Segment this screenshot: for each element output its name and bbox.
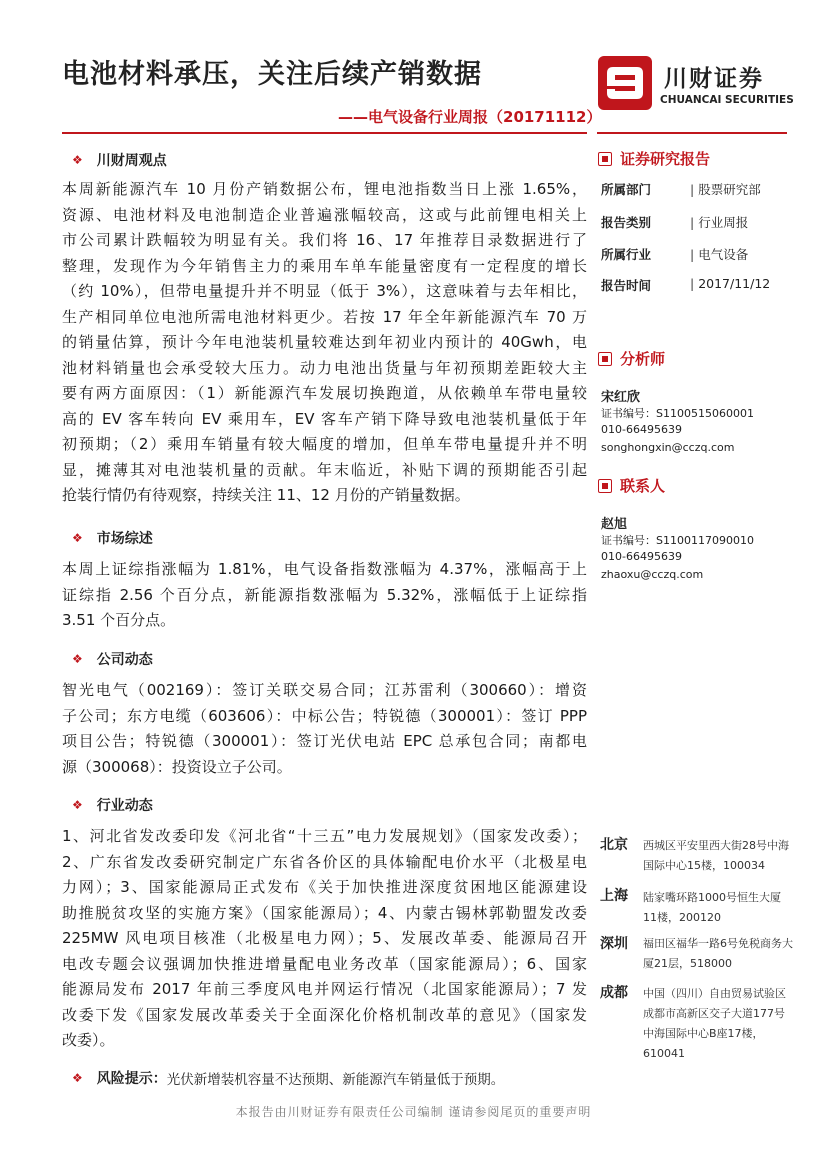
- company-paragraph: [62, 678, 587, 780]
- section-heading-company: ❖ 公司动态: [72, 652, 153, 668]
- meta-value-department: | 股票研究部: [690, 180, 761, 198]
- paragraph-line: 力网）；3、国家能源局正式发布《关于加快推进深度贫困地区能源建设: [62, 878, 587, 896]
- office-city: 上海: [600, 888, 628, 904]
- paragraph-line: 资源、电池材料及电池制造企业普遍涨幅较高，这或与此前锂电相关上: [62, 205, 587, 224]
- paragraph-line: 改委下发《国家发展改革委关于全面深化价格机制改革的意见》（国家发: [62, 1005, 587, 1024]
- paragraph-line: 电改专题会议强调加快推进增量配电业务改革（国家能源局）；6、国家: [62, 954, 587, 973]
- analyst-email[interactable]: songhongxin@cczq.com: [601, 441, 735, 454]
- paragraph-line: 1、河北省发改委印发《河北省“十三五”电力发展规划》（国家发改委）；: [62, 827, 587, 845]
- analyst-cert: 证书编号：S1100515060001: [601, 407, 754, 420]
- meta-value-industry: | 电气设备: [690, 245, 748, 263]
- paragraph-line: 助推脱贫攻坚的实施方案》（国家能源局）；4、内蒙古锡林郭勒盟发改委: [62, 903, 587, 922]
- contact-cert: 证书编号：S1100117090010: [601, 534, 754, 547]
- footer-disclaimer: 本报告由川财证券有限责任公司编制 谨请参阅尾页的重要声明: [235, 1105, 592, 1119]
- section-square-icon: [598, 479, 612, 493]
- header-divider: [62, 132, 587, 134]
- risk-text: 光伏新增装机容量不达预期、新能源汽车销量低于预期。: [166, 1072, 505, 1088]
- risk-label: 风险提示：: [96, 1071, 167, 1087]
- header-divider-right: [597, 132, 787, 134]
- contact-email[interactable]: zhaoxu@cczq.com: [601, 568, 704, 581]
- paragraph-line: 生产相同单位电池所需电池材料更少。若按 17 年全年新能源汽车 70 万: [62, 307, 587, 326]
- logo-text-cn: 川财证券: [664, 66, 764, 92]
- meta-label-date: 报告时间: [601, 278, 652, 293]
- section-square-icon: [598, 352, 612, 366]
- contact-phone: 010-66495639: [601, 550, 682, 563]
- paragraph-line: 改委）。: [62, 1031, 115, 1049]
- paragraph-line: 本周新能源汽车 10 月份产销数据公布，锂电池指数当日上涨 1.65%，: [62, 180, 587, 198]
- sidebar-heading-report: 证券研究报告: [598, 148, 710, 169]
- logo-text-en: CHUANCAI SECURITIES: [660, 94, 794, 106]
- section-square-icon: [598, 152, 612, 166]
- report-title: 电池材料承压，关注后续产销数据: [62, 59, 482, 90]
- meta-value-date: | 2017/11/12: [690, 276, 770, 291]
- contact-name: 赵旭: [601, 517, 628, 532]
- paragraph-line: 池材料销量也会承受较大压力。动力电池出货量与年初预期差距较大主: [62, 358, 587, 377]
- paragraph-line: 225MW 风电项目核准（北极星电力网）；5、发展改革委、能源局召开: [62, 929, 587, 947]
- section-heading-industry: ❖ 行业动态: [72, 798, 153, 814]
- paragraph-line: 证综指 2.56 个百分点，新能源指数涨幅为 5.32%，涨幅低于上证综指: [62, 585, 587, 604]
- office-address: 中国（四川）自由贸易试验区成都市高新区交子大道177号中海国际中心B座17楼，610041: [643, 987, 786, 1060]
- diamond-bullet-icon: ❖: [72, 531, 83, 545]
- paragraph-line: 项目公告；特锐德（300001）：签订光伏电站 EPC 总承包合同；南都电: [62, 732, 587, 750]
- sidebar-heading-analyst: 分析师: [598, 348, 665, 369]
- paragraph-line: 初预期；（2）乘用车销量有较大幅度的增加，但单车带电量提升并不明: [62, 435, 587, 453]
- office-address: 福田区福华一路6号免税商务大厦21层，518000: [643, 937, 793, 970]
- industry-paragraph: [62, 824, 587, 1054]
- paragraph-line: 显，摊薄其对电池装机量的贡献。年末临近，补贴下调的预期能否引起: [62, 460, 587, 479]
- report-subtitle: ——电气设备行业周报（20171112）: [338, 108, 602, 126]
- meta-value-category: | 行业周报: [690, 213, 748, 231]
- paragraph-line: 本周上证综指涨幅为 1.81%，电气设备指数涨幅为 4.37%，涨幅高于上: [62, 560, 587, 578]
- office-address: 陆家嘴环路1000号恒生大厦11楼，200120: [643, 891, 781, 924]
- office-city: 北京: [600, 837, 628, 853]
- sidebar-heading-contact: 联系人: [598, 475, 665, 496]
- diamond-bullet-icon: ❖: [72, 1071, 83, 1085]
- paragraph-line: 3.51 个百分点。: [62, 611, 176, 629]
- diamond-bullet-icon: ❖: [72, 652, 83, 666]
- view-paragraph: [62, 177, 587, 509]
- diamond-bullet-icon: ❖: [72, 798, 83, 812]
- market-paragraph: [62, 557, 587, 634]
- paragraph-line: 高的 EV 客车转向 EV 乘用车，EV 客车产销下降导致电池装机量低于年: [62, 409, 587, 428]
- paragraph-line: 源（300068）：投资设立子公司。: [62, 757, 292, 776]
- diamond-bullet-icon: ❖: [72, 153, 83, 167]
- meta-label-industry: 所属行业: [601, 247, 652, 262]
- paragraph-line: （约 10%），但带电量提升并不明显（低于 3%），这意味着与去年相比，: [62, 282, 587, 300]
- analyst-phone: 010-66495639: [601, 423, 682, 436]
- meta-label-department: 所属部门: [601, 182, 652, 197]
- paragraph-line: 智光电气（002169）：签订关联交易合同；江苏雷利（300660）：增资: [62, 681, 587, 699]
- paragraph-line: 子公司；东方电缆（603606）：中标公告；特锐德（300001）：签订 PPP: [62, 706, 587, 725]
- paragraph-line: 市公司累计跌幅较为明显有关。我们将 16、17 年推荐目录数据进行了: [62, 231, 587, 249]
- analyst-name: 宋红欣: [601, 390, 641, 405]
- paragraph-line: 抢装行情仍有待观察，持续关注 11、12 月份的产销量数据。: [62, 486, 470, 504]
- office-city: 深圳: [600, 936, 628, 952]
- chuancai-logo-icon: [598, 56, 652, 110]
- paragraph-line: 要有两方面原因：（1）新能源汽车发展切换跑道，从依赖单车带电量较: [62, 384, 587, 402]
- paragraph-line: 能源局发布 2017 年前三季度风电并网运行情况（北国家能源局）；7 发: [62, 980, 587, 998]
- office-address: 西城区平安里西大街28号中海国际中心15楼，100034: [643, 839, 789, 872]
- paragraph-line: 整理，发现作为今年销售主力的乘用车单车能量密度有一定程度的增长: [62, 256, 587, 275]
- paragraph-line: 2、广东省发改委研究制定广东省各价区的具体输配电价水平（北极星电: [62, 852, 587, 871]
- risk-note: [72, 1068, 504, 1088]
- meta-label-category: 报告类别: [601, 215, 652, 230]
- section-heading-market: ❖ 市场综述: [72, 531, 153, 547]
- section-heading-view: ❖ 川财周观点: [72, 153, 167, 169]
- paragraph-line: 的销量估算，预计今年电池装机量较难达到年初业内预计的 40Gwh，电: [62, 333, 587, 351]
- office-city: 成都: [600, 985, 628, 1001]
